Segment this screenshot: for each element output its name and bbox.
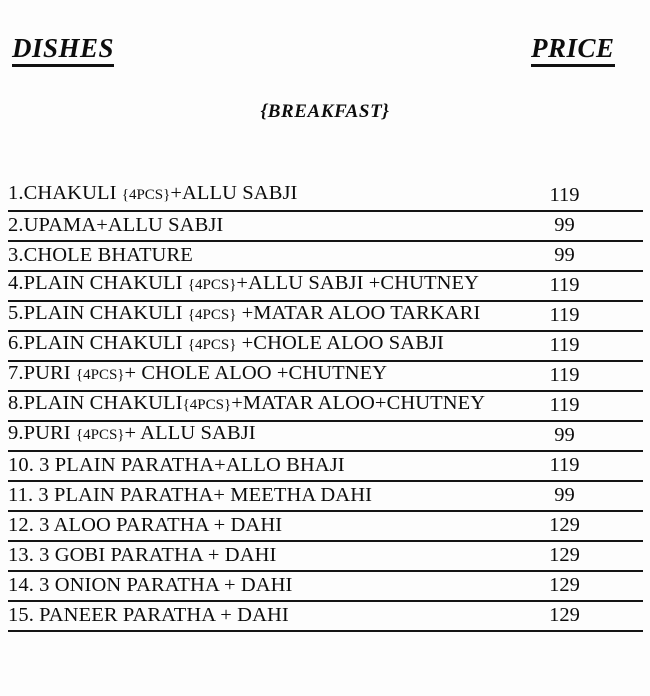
menu-item-label: 3 PLAIN PARATHA+ MEETHA DAHI — [33, 484, 373, 506]
menu-item-label: CHOLE BHATURE — [23, 244, 193, 266]
menu-item-price: 129 — [549, 574, 580, 596]
table-row — [8, 242, 643, 272]
menu-item-name — [8, 421, 530, 450]
menu-item-name — [8, 213, 530, 240]
menu-item-name — [8, 181, 530, 210]
menu-item-label-suffix: + CHOLE ALOO +CHUTNEY — [124, 362, 388, 384]
menu-item-pieces: {4PCS} — [187, 307, 237, 323]
menu-item-name — [8, 331, 530, 360]
menu-item-number: 13. — [8, 544, 34, 566]
menu-item-label-suffix: +ALLU SABJI — [170, 182, 298, 204]
menu-item-name — [8, 483, 530, 510]
menu-item-label: PLAIN CHAKULI — [23, 302, 188, 324]
menu-item-name — [8, 271, 530, 300]
menu-item-price: 119 — [549, 184, 580, 206]
menu-item-label: UPAMA+ALLU SABJI — [23, 214, 224, 236]
table-row — [8, 572, 643, 602]
menu-item-price: 99 — [554, 214, 575, 236]
menu-item-number: 6. — [8, 332, 24, 354]
menu-item-label: 3 GOBI PARATHA + DAHI — [33, 544, 277, 566]
menu-item-name — [8, 301, 530, 330]
menu-item-number: 10. — [8, 454, 34, 476]
menu-item-label: 3 PLAIN PARATHA+ALLO BHAJI — [33, 454, 345, 476]
menu-item-number: 4. — [8, 272, 24, 294]
menu-list — [8, 182, 643, 632]
menu-item-price: 99 — [554, 244, 575, 266]
menu-item-number: 7. — [8, 362, 24, 384]
table-row — [8, 482, 643, 512]
menu-item-pieces: {4PCS} — [75, 367, 125, 383]
menu-item-price: 129 — [549, 604, 580, 626]
menu-item-price: 119 — [549, 274, 580, 296]
menu-item-label: PLAIN CHAKULI — [23, 332, 188, 354]
menu-item-pieces: {4PCS} — [75, 427, 125, 443]
menu-item-label-suffix: +MATAR ALOO TARKARI — [236, 302, 481, 324]
dishes-column-header: DISHES — [12, 33, 114, 67]
menu-item-label-suffix: +MATAR ALOO+CHUTNEY — [231, 392, 486, 414]
menu-item-price: 129 — [549, 514, 580, 536]
menu-item-label: PANEER PARATHA + DAHI — [33, 604, 289, 626]
table-row — [8, 332, 643, 362]
menu-item-label: 3 ALOO PARATHA + DAHI — [33, 514, 283, 536]
menu-item-number: 8. — [8, 392, 24, 414]
menu-item-name — [8, 243, 530, 270]
menu-item-label-suffix: +ALLU SABJI +CHUTNEY — [236, 272, 480, 294]
menu-item-name — [8, 543, 530, 570]
menu-item-number: 11. — [8, 484, 34, 506]
table-header — [0, 33, 650, 67]
menu-item-number: 1. — [8, 182, 24, 204]
menu-item-name — [8, 603, 530, 630]
menu-item-price: 119 — [549, 364, 580, 386]
menu-item-label: 3 ONION PARATHA + DAHI — [33, 574, 293, 596]
menu-item-price: 119 — [549, 304, 580, 326]
menu-item-number: 14. — [8, 574, 34, 596]
price-column-header: PRICE — [531, 33, 615, 67]
menu-item-price: 99 — [554, 424, 575, 446]
table-row — [8, 362, 643, 392]
menu-item-number: 9. — [8, 422, 24, 444]
menu-item-label-suffix: + ALLU SABJI — [124, 422, 256, 444]
table-row — [8, 602, 643, 632]
menu-item-pieces: {4PCS} — [182, 397, 232, 413]
table-row — [8, 452, 643, 482]
section-title-breakfast: {BREAKFAST} — [260, 101, 390, 122]
menu-item-number: 5. — [8, 302, 24, 324]
menu-item-price: 119 — [549, 454, 580, 476]
table-row — [8, 302, 643, 332]
menu-item-number: 12. — [8, 514, 34, 536]
table-row — [8, 512, 643, 542]
table-row — [8, 272, 643, 302]
menu-item-name — [8, 361, 530, 390]
menu-item-pieces: {4PCS} — [187, 337, 237, 353]
menu-item-number: 2. — [8, 214, 24, 236]
table-row — [8, 182, 643, 212]
menu-item-label: PURI — [23, 362, 76, 384]
menu-item-label-suffix: +CHOLE ALOO SABJI — [236, 332, 444, 354]
menu-item-label: CHAKULI — [23, 182, 122, 204]
table-row — [8, 392, 643, 422]
menu-item-price: 99 — [554, 484, 575, 506]
menu-item-label: PLAIN CHAKULI — [23, 272, 188, 294]
menu-item-pieces: {4PCS} — [121, 187, 171, 203]
menu-item-number: 3. — [8, 244, 24, 266]
menu-item-name — [8, 391, 530, 420]
table-row — [8, 542, 643, 572]
menu-item-price: 119 — [549, 334, 580, 356]
menu-item-label: PURI — [23, 422, 76, 444]
menu-item-name — [8, 453, 530, 480]
menu-item-name — [8, 513, 530, 540]
table-row — [8, 212, 643, 242]
menu-item-price: 129 — [549, 544, 580, 566]
table-row — [8, 422, 643, 452]
menu-item-name — [8, 573, 530, 600]
menu-item-label: PLAIN CHAKULI — [23, 392, 183, 414]
menu-item-price: 119 — [549, 394, 580, 416]
menu-item-pieces: {4PCS} — [187, 277, 237, 293]
menu-item-number: 15. — [8, 604, 34, 626]
